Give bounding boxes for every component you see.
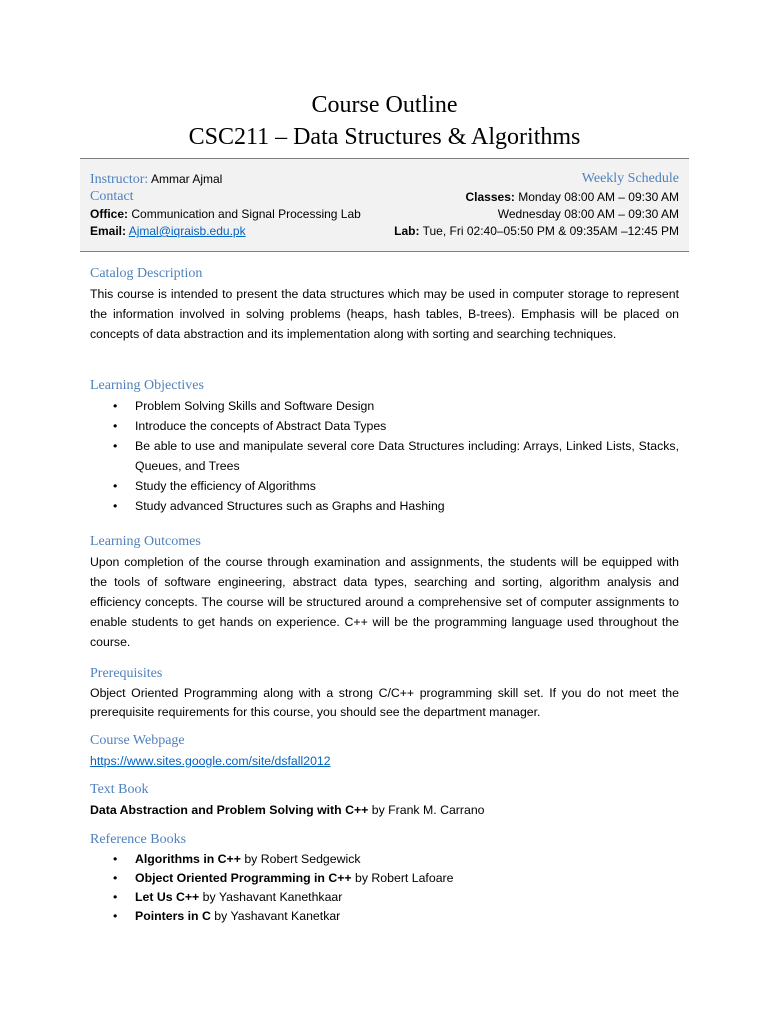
catalog-heading: Catalog Description bbox=[90, 266, 203, 281]
references-section bbox=[90, 830, 679, 926]
prereq-section bbox=[90, 664, 679, 722]
bullet-icon: • bbox=[113, 399, 118, 413]
objectives-heading: Learning Objectives bbox=[90, 378, 204, 393]
bullet-icon: • bbox=[113, 909, 118, 923]
classes-line-2: Wednesday 08:00 AM – 09:30 AM bbox=[497, 207, 679, 221]
catalog-section bbox=[90, 264, 679, 344]
office-value: Communication and Signal Processing Lab bbox=[131, 207, 361, 221]
textbook-section bbox=[90, 780, 679, 820]
document-title: Course Outline bbox=[311, 92, 458, 118]
bullet-icon: • bbox=[113, 439, 118, 453]
list-item: • Let Us C++ by Yashavant Kanethkaar bbox=[90, 888, 679, 907]
list-item: • Be able to use and manipulate several core Data Structures including: Arrays, Linked Lists, Stacks, Queues, and Trees bbox=[90, 436, 679, 476]
textbook-heading: Text Book bbox=[90, 782, 149, 797]
textbook-author: by Frank M. Carrano bbox=[368, 803, 485, 817]
classes-label: Classes: bbox=[465, 190, 515, 204]
info-row-1 bbox=[90, 170, 679, 188]
instructor-label: Instructor: bbox=[90, 172, 149, 187]
bullet-icon: • bbox=[113, 871, 118, 885]
textbook-title: Data Abstraction and Problem Solving with C++ bbox=[90, 803, 369, 817]
references-list bbox=[90, 850, 679, 926]
email-label: Email: bbox=[90, 224, 127, 238]
lab-value: Tue, Fri 02:40–05:50 PM & 09:35AM –12:45 PM bbox=[422, 224, 679, 238]
outcomes-section bbox=[90, 532, 679, 652]
list-item: • Study advanced Structures such as Graphs and Hashing bbox=[90, 496, 679, 516]
list-item: • Introduce the concepts of Abstract Data Types bbox=[90, 416, 679, 436]
list-item: • Algorithms in C++ by Robert Sedgewick bbox=[90, 850, 679, 869]
objectives-section bbox=[90, 376, 679, 516]
bullet-icon: • bbox=[113, 479, 118, 493]
catalog-text: This course is intended to present the data structures which may be used in computer storage to represent the information involved in solving problems (heaps, hash tables, B-trees). Emphasis will be placed on concepts of data abstraction and its implementation along with sorting and searching techniques. bbox=[90, 287, 679, 341]
list-item: • Object Oriented Programming in C++ by Robert Lafoare bbox=[90, 869, 679, 888]
outcomes-text: Upon completion of the course through examination and assignments, the students will be equipped with the tools of software engineering, abstract data types, searching and sorting, algorithm analysis and efficiency concepts. The course will be structured around a comprehensive set of computer assignments to enable students to get hands on experience. C++ will be the programming language used throughout the course. bbox=[90, 555, 679, 649]
info-row-2 bbox=[90, 188, 679, 206]
office-label: Office: bbox=[90, 207, 129, 221]
info-row-4 bbox=[90, 222, 679, 240]
objectives-list bbox=[90, 396, 679, 516]
list-item: • Study the efficiency of Algorithms bbox=[90, 476, 679, 496]
weekly-schedule-heading: Weekly Schedule bbox=[581, 171, 679, 186]
list-item: • Pointers in C by Yashavant Kanetkar bbox=[90, 907, 679, 926]
webpage-link[interactable]: https://www.sites.google.com/site/dsfall2012 bbox=[90, 754, 331, 768]
bullet-icon: • bbox=[113, 419, 118, 433]
contact-heading: Contact bbox=[90, 189, 134, 204]
bullet-icon: • bbox=[113, 890, 118, 904]
prereq-text: Object Oriented Programming along with a strong C/C++ programming skill set. If you do not meet the prerequisite requirements for this course, you should see the department manager. bbox=[90, 686, 679, 719]
classes-line-1: Monday 08:00 AM – 09:30 AM bbox=[518, 190, 679, 204]
instructor-name: Ammar Ajmal bbox=[151, 172, 223, 186]
bullet-icon: • bbox=[113, 499, 118, 513]
email-link[interactable]: Ajmal@iqraisb.edu.pk bbox=[128, 224, 246, 238]
webpage-section bbox=[90, 731, 679, 771]
prereq-heading: Prerequisites bbox=[90, 666, 163, 681]
course-title: CSC211 – Data Structures & Algorithms bbox=[188, 124, 581, 150]
info-row-3 bbox=[90, 205, 679, 223]
references-heading: Reference Books bbox=[90, 832, 187, 847]
lab-label: Lab: bbox=[394, 224, 420, 238]
bullet-icon: • bbox=[113, 852, 118, 866]
outcomes-heading: Learning Outcomes bbox=[90, 534, 201, 549]
webpage-heading: Course Webpage bbox=[90, 733, 185, 748]
list-item: • Problem Solving Skills and Software Design bbox=[90, 396, 679, 416]
